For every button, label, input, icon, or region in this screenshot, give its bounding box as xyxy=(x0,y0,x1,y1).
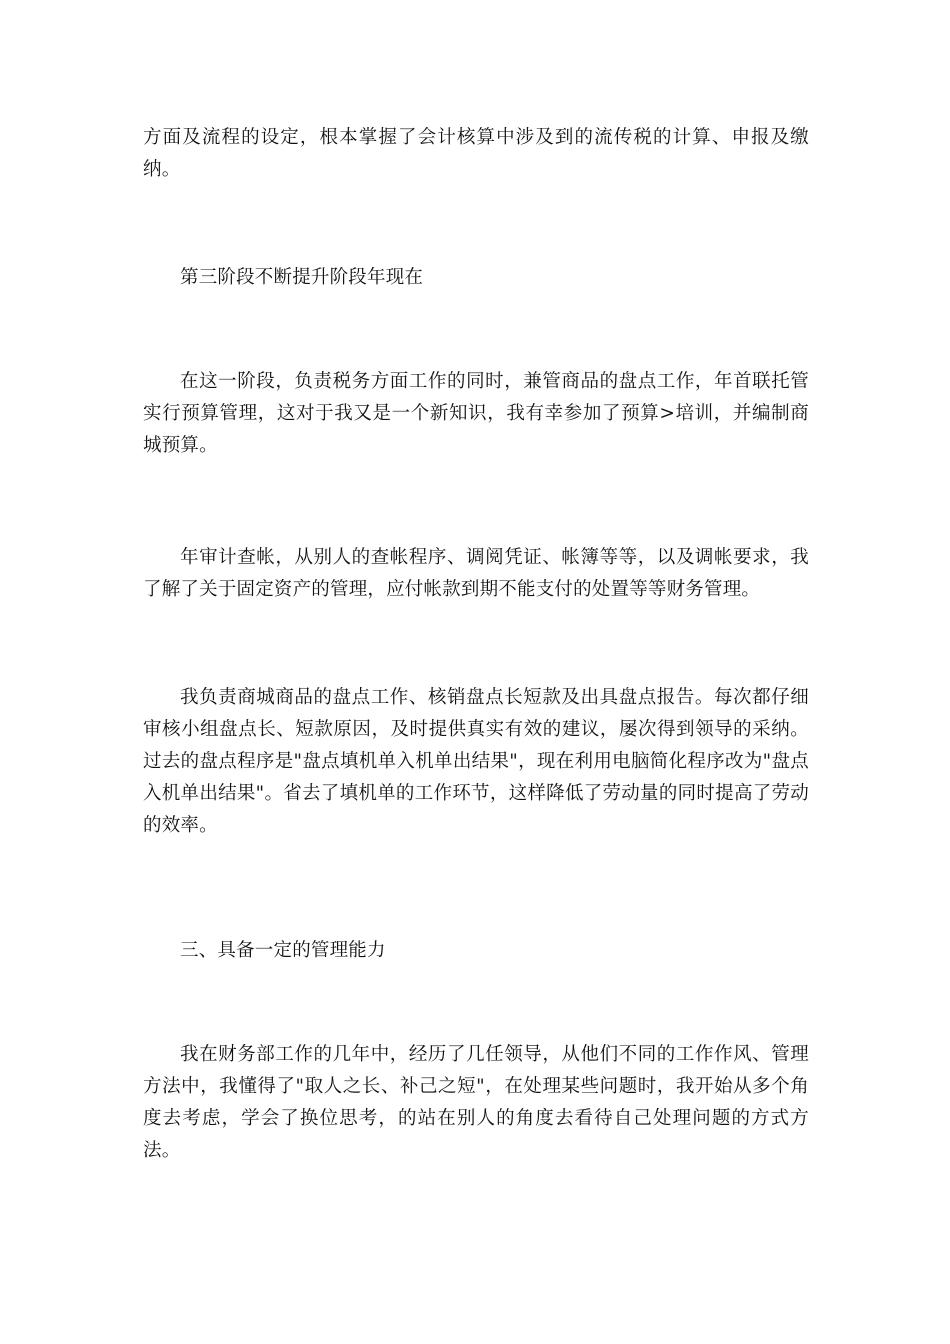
paragraph-inventory: 我负责商城商品的盘点工作、核销盘点长短款及出具盘点报告。每次都仔细审核小组盘点长、短款原因，及时提供真实有效的建议，屡次得到领导的采纳。过去的盘点程序是"盘点填机单入机单出结果"，现在利用电脑简化程序改为"盘点入机单出结果"。省去了填机单的工作环节，这样降低了劳动量的同时提高了劳动的效率。 xyxy=(143,687,809,836)
paragraph-audit: 年审计查帐，从别人的查帐程序、调阅凭证、帐簿等等，以及调帐要求，我了解了关于固定资产的管理，应付帐款到期不能支付的处置等等财务管理。 xyxy=(143,547,809,600)
paragraph-budget: 在这一阶段，负责税务方面工作的同时，兼管商品的盘点工作，年首联托管实行预算管理，这对于我又是一个新知识，我有幸参加了预算>培训，并编制商城预算。 xyxy=(143,371,809,456)
section-heading-stage-three: 第三阶段不断提升阶段年现在 xyxy=(180,267,424,288)
paragraph-leadership: 我在财务部工作的几年中，经历了几任领导，从他们不同的工作作风、管理方法中，我懂得了"取人之长、补己之短"，在处理某些问题时，我开始从多个角度去考虑，学会了换位思考，的站在别人的角度去看待自己处理问题的方式方法。 xyxy=(143,1044,809,1161)
paragraph-continued: 方面及流程的设定，根本掌握了会计核算中涉及到的流传税的计算、申报及缴纳。 xyxy=(143,127,809,180)
section-heading-management: 三、具备一定的管理能力 xyxy=(180,940,386,961)
